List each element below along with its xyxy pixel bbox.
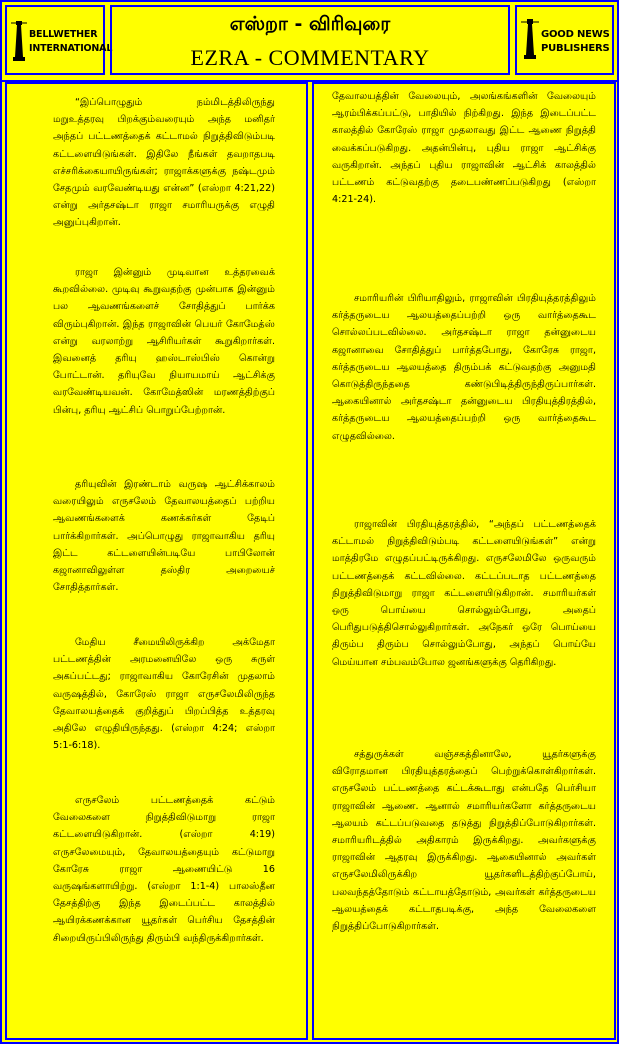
left-paragraph-2: ராஜா இன்னும் முடிவான உத்தரவைக் கூறவில்லை. முடிவு கூறுவதற்கு முன்பாக இன்னும் பல ஆவணங்களைச் சோதித்துப் பார்க்க விரும்புகிறான். இந்த ராஜாவின் பெயர் கோமேத்ஸ் என்று வரலாற்று ஆசிரியர்கள் கூறுகிறார்கள். இவனைத் தரியு ஹஸ்டாஸ்பிஸ் கொன்று போட்டான். தரியுவே நியாயமாய் ஆட்சிக்கு வரவேண்டியவன். கோமேத்ஸின் மரணத்திற்குப் பின்பு, தரியு ஆட்சிப் பொறுப்பேற்றான். (53, 267, 275, 416)
lighthouse-icon (11, 21, 27, 61)
page-header (2, 2, 617, 82)
left-paragraph-1: “இப்பொழுதும் நம்மிடத்திலிருந்து மறுஉத்தரவு பிறக்கும்வரையும் அந்த மனிதர் அந்தப் பட்டணத்தைக் கட்டாமல் நிறுத்திவிடும்படி கட்டளையிடுங்கள். இதிலே நீங்கள் தவறாதபடி எச்சரிக்கையாயிருங்கள்; ராஜாக்களுக்கு நஷ்டமும் சேதமும் வரவேண்டியது என்ன” (எஸ்றா 4:21,22) என்று அர்தசஷ்டா ராஜா சமாரியருக்கு எழுதி அனுப்புகிறான். (53, 97, 275, 229)
left-logo-line2: INTERNATIONAL (29, 43, 113, 54)
right-logo-box (515, 5, 614, 75)
lighthouse-icon (521, 19, 539, 59)
title-english: EZRA - COMMENTARY (190, 45, 430, 70)
title-box (110, 5, 510, 75)
left-logo-box (5, 5, 113, 75)
right-paragraph-2: சமாரியரின் பிரியாதிலும், ராஜாவின் பிரதியுத்தரத்திலும் கர்த்தருடைய ஆலயத்தைப்பற்றி ஒரு வார்த்தைகூட சொல்லப்படவில்லை. அர்தசஷ்டா ராஜா தன்னுடைய கஜானாவை சோதித்துப் பார்த்தபோது, கோரேசு ராஜா, கர்த்தருடைய ஆலயத்தை திரும்பக் கட்டுவதற்கு அனுமதி கொடுத்திருந்ததை கண்டுபிடித்திருந்திருப்பார்கள். ஆகையினால் அர்தசஷ்டா தன்னுடைய பிரதியுத்திரத்தில், கர்த்தருடைய ஆலயத்தைப்பற்றி ஒரு வார்த்தைகூட எழுதவில்லை. (332, 293, 596, 442)
right-paragraph-4: சத்துருக்கள் வஞ்சகத்தினாலே, யூதர்களுக்கு விரோதமான பிரதியுத்தரத்தைப் பெற்றுக்கொள்கிறார்கள். எருசலேம் பட்டணத்தை கட்டக்கூடாது என்பதே பெர்சியா ராஜாவின் ஆணை. ஆனால் சமாரியர்களோ கர்த்தருடைய ஆலயம் கட்டப்படுவதை தடுத்து நிறுத்திப்போடுகிறார்கள். சமாரியரிடத்தில் அதிகாரம் இருக்கிறது. அவர்களுக்கு ராஜாவின் ஆதரவு இருக்கிறது. ஆகையினால் அவர்கள் எருசலேமிலிருக்கிற யூதர்களிடத்திற்குப்போய், பலவந்தத்தோடும் கட்டாயத்தோடும், அவர்கள் கர்த்தருடைய ஆலயத்தைக் கட்டாதபடிக்கு, அந்த வேலைகளை நிறுத்திப்போடுகிறார்கள். (332, 749, 596, 933)
left-paragraph-5: எருசலேம் பட்டணத்தைக் கட்டும் வேலைகளை நிறுத்திவிடுமாறு ராஜா கட்டளையிடுகிறான். (எஸ்றா 4:19) எருசலேமையும், தேவாலயத்தையும் கட்டுமாறு கோரேசு ராஜா ஆணையிட்டு 16 வருஷங்களாயிற்று. (எஸ்றா 1:1-4) பாலஸ்தீன தேசத்திற்கு இந்த இடைப்பட்ட காலத்தில் ஆயிரக்கணக்கான யூதர்கள் பெர்சிய தேசத்தின் சிறையிருப்பிலிருந்து திரும்பி வந்திருக்கிறார்கள். (53, 795, 275, 944)
title-tamil: எஸ்றா - விரிவுரை (229, 13, 391, 35)
left-paragraph-4: மேதிய சீமையிலிருக்கிற அக்மேதா பட்டணத்தின் அரமனையிலே ஒரு சுருள் அகப்பட்டது; ராஜாவாகிய கோரேசின் முதலாம் வருஷத்தில், கோரேஸ் ராஜா எருசலேமிலிருந்த தேவாலயத்தைக் குறித்துப் பிறப்பித்த உத்தரவு அதிலே எழுதியிருந்தது. (எஸ்றா 4:24; எஸ்றா 5:1-6:18). (53, 637, 275, 752)
bellwether-logo (7, 7, 113, 73)
left-column (5, 82, 308, 1040)
left-logo-line1: BELLWETHER (29, 29, 98, 40)
left-paragraph-3: தரியுவின் இரண்டாம் வருஷ ஆட்சிக்காலம் வரையிலும் எருசலேம் தேவாலயத்தைப் பற்றிய ஆவணங்களைக் கணக்கர்கள் தேடிப் பார்க்கிறார்கள். அப்பொழுது ராஜாவாகிய தரியு இட்ட கட்டளையின்படியே பாபிலோன் கஜானாவிலுள்ள தஸ்திர அறையைச் சோதித்தார்கள். (53, 479, 275, 594)
good-news-logo (517, 7, 612, 73)
right-paragraph-3: ராஜாவின் பிரதியுத்தரத்தில், “அந்தப் பட்டணத்தைக் கட்டாமல் நிறுத்திவிடும்படி கட்டளையிடுங்கள்” என்று மாத்திரமே எழுதப்பட்டிருக்கிறது. எருசலேமிலே ஒருவரும் பட்டணத்தைக் கட்டவில்லை. கட்டப்படாத பட்டணத்தை நிறுத்திவிடுமாறு ராஜா கட்டளையிடுகிறான். சமாரியர்கள் ஒரு பொய்யை சொல்லும்போது, அதைப் பெரிதுபடுத்திசொல்லுகிறார்கள். அநேகர் ஒரே பொய்யை திரும்ப திரும்ப சொல்லும்போது, அந்தப் பொய்யே மெய்யான சம்பவம்போல ஜனங்களுக்கு தெரிகிறது. (332, 519, 596, 668)
right-logo-line1: GOOD NEWS (541, 29, 610, 40)
right-column (312, 82, 616, 1040)
right-logo-line2: PUBLISHERS (541, 43, 610, 54)
right-paragraph-1: தேவாலயத்தின் வேலையும், அலங்கங்களின் வேலையும் ஆரம்பிக்கப்பட்டு, பாதியில் நிற்கிறது. இந்த இடைப்பட்ட காலத்தில் கோரேஸ் ராஜா முதலாவது இட்ட ஆணை நிறுத்தி வைக்கப்படுகிறது. அதன்பின்பு, புதிய ராஜா ஆட்சிக்கு வருகிறான். அந்தப் புதிய ராஜாவின் ஆட்சிக் காலத்தில் பட்டணம் கட்டுவதற்கு தடைபண்ணப்படுகிறது (எஸ்றா 4:21-24). (332, 91, 596, 206)
